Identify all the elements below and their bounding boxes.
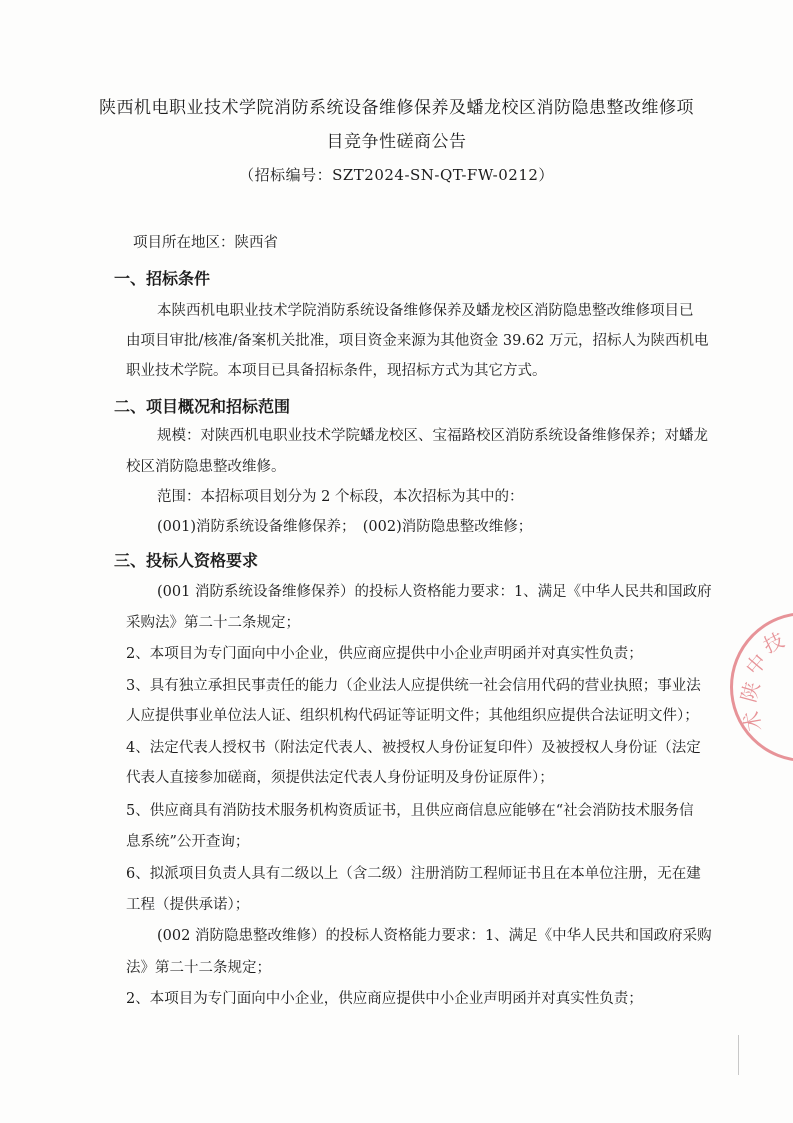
qualification-line: (002 消防隐患整改维修）的投标人资格能力要求：1、满足《中华人民共和国政府采购 [157,928,712,944]
conditions-paragraph-line: 本陕西机电职业技术学院消防系统设备维修保养及蟠龙校区消防隐患整改维修项目已 [157,303,694,319]
document-title-line2: 目竞争性磋商公告 [326,132,467,152]
qualification-line: 法》第二十二条规定； [126,960,271,976]
section-heading-overview: 二、项目概况和招标范围 [114,397,291,416]
qualification-line: 人应提供事业单位法人证、组织机构代码证等证明文件；其他组织应提供合法证明文件）； [126,708,699,724]
qualification-line: 4、法定代表人授权书（附法定代表人、被授权人身份证复印件）及被授权人身份证（法定 [126,740,701,756]
scan-margin-mark [738,1035,739,1075]
seal-char: 术 [738,709,767,734]
project-region: 项目所在地区：陕西省 [133,235,278,251]
document-title-line1: 陕西机电职业技术学院消防系统设备维修保养及蟠龙校区消防隐患整改维修项 [99,98,694,118]
qualification-line: 2、本项目为专门面向中小企业，供应商应提供中小企业声明函并对真实性负责； [126,646,643,662]
qualification-line: 息系统”公开查询； [126,834,250,850]
overview-scale-line: 校区消防隐患整改维修。 [126,459,286,475]
overview-scale-line: 规模：对陕西机电职业技术学院蟠龙校区、宝福路校区消防系统设备维修保养；对蟠龙 [157,428,708,444]
qualification-line: 5、供应商具有消防技术服务机构资质证书，且供应商信息应能够在“社会消防技术服务信 [126,803,694,819]
official-seal [730,612,793,762]
section-heading-qualifications: 三、投标人资格要求 [114,551,259,570]
tender-number: （招标编号：SZT2024-SN-QT-FW-0212） [239,166,554,184]
overview-range-line: 范围：本招标项目划分为 2 个标段，本次招标为其中的： [157,489,524,505]
seal-char: 技 [759,627,788,658]
qualification-line: 工程（提供承诺）； [126,897,250,913]
qualification-line: 代表人直接参加磋商，须提供法定代表人身份证明及身份证原件）； [126,770,554,786]
qualification-line: 2、本项目为专门面向中小企业，供应商应提供中小企业声明函并对真实性负责； [126,991,643,1007]
conditions-paragraph-line: 由项目审批/核准/备案机关批准，项目资金来源为其他资金 39.62 万元，招标人为陕西机电 [126,333,709,349]
qualification-line: (001 消防系统设备维修保养）的投标人资格能力要求：1、满足《中华人民共和国政府 [157,584,712,600]
seal-char: 中 [740,649,772,680]
qualification-line: 6、拟派项目负责人具有二级以上（含二级）注册消防工程师证书且在本单位注册，无在建 [126,866,701,882]
conditions-paragraph-line: 职业技术学院。本项目已具备招标条件，现招标方式为其它方式。 [126,363,547,379]
qualification-line: 3、具有独立承担民事责任的能力（企业法人应提供统一社会信用代码的营业执照；事业法 [126,678,701,694]
overview-lots-line: (001)消防系统设备维修保养； (002)消防隐患整改维修； [157,519,533,535]
seal-char: 陕 [736,679,765,705]
section-heading-conditions: 一、招标条件 [114,269,211,288]
qualification-line: 采购法》第二十二条规定； [126,615,300,631]
